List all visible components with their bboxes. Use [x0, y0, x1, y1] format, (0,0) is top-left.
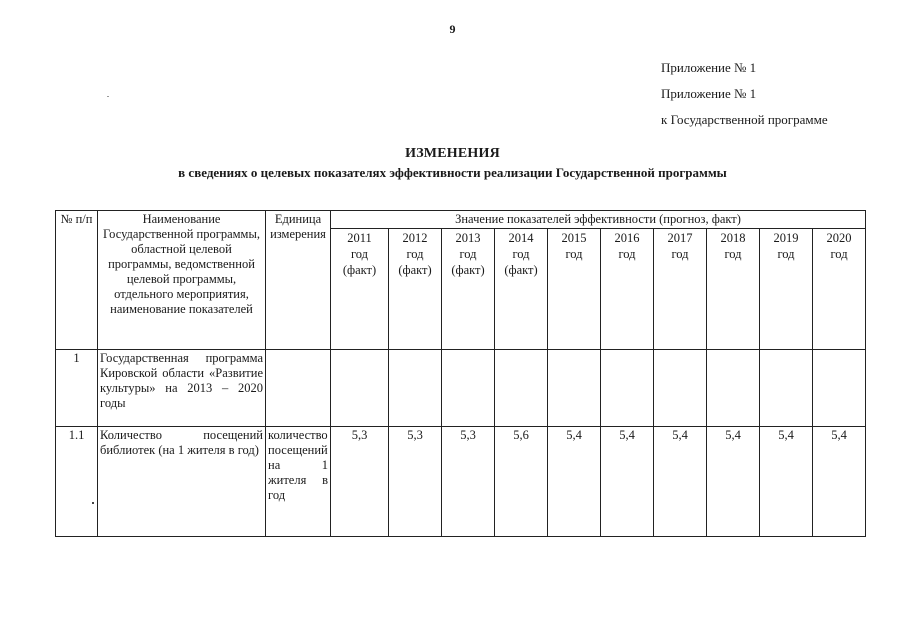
- header-unit: Единица измерения: [266, 211, 331, 350]
- row-value: [601, 350, 654, 427]
- header-year: 2016 год: [601, 229, 654, 350]
- row-value: 5,3: [442, 427, 495, 537]
- row-value: 5,4: [813, 427, 866, 537]
- header-values-group: Значение показателей эффективности (прогноз, факт): [331, 211, 866, 229]
- header-year: 2013 год (факт): [442, 229, 495, 350]
- row-value: [707, 350, 760, 427]
- scan-speck: [92, 502, 94, 504]
- row-value: [654, 350, 707, 427]
- appendix-line: Приложение № 1: [661, 86, 757, 101]
- row-value: [495, 350, 548, 427]
- document-subtitle: в сведениях о целевых показателях эффективности реализации Государственной программы: [178, 165, 727, 180]
- row-unit: количество посещений на 1 жителя в год: [266, 427, 331, 537]
- table-header-row: [56, 211, 866, 229]
- row-value: 5,4: [548, 427, 601, 537]
- row-value: [760, 350, 813, 427]
- header-year: 2018 год: [707, 229, 760, 350]
- header-year: 2019 год: [760, 229, 813, 350]
- row-value: 5,3: [389, 427, 442, 537]
- row-name: Количество посещений библиотек (на 1 жителя в год): [98, 427, 266, 537]
- header-year: 2020 год: [813, 229, 866, 350]
- header-year: 2012 год (факт): [389, 229, 442, 350]
- row-value: 5,4: [707, 427, 760, 537]
- appendix-line: Приложение № 1: [661, 60, 757, 75]
- header-year: 2011 год (факт): [331, 229, 389, 350]
- appendix-line: к Государственной программе: [661, 112, 828, 127]
- indicators-table: [55, 210, 866, 537]
- table-row: [56, 427, 866, 537]
- document-title: ИЗМЕНЕНИЯ: [405, 146, 500, 161]
- header-year: 2014 год (факт): [495, 229, 548, 350]
- page-number: 9: [449, 22, 456, 36]
- header-year: 2017 год: [654, 229, 707, 350]
- row-value: [331, 350, 389, 427]
- row-value: 5,4: [760, 427, 813, 537]
- row-value: 5,3: [331, 427, 389, 537]
- header-name: Наименование Государственной программы, областной целевой программы, ведомственной целевой программы, отдельного мероприятия, наименование показателей: [98, 211, 266, 350]
- row-value: 5,6: [495, 427, 548, 537]
- row-number: 1: [56, 350, 98, 427]
- row-value: [389, 350, 442, 427]
- header-year: 2015 год: [548, 229, 601, 350]
- row-unit: [266, 350, 331, 427]
- row-value: 5,4: [654, 427, 707, 537]
- row-value: [813, 350, 866, 427]
- row-name: Государственная программа Кировской области «Развитие культуры» на 2013 – 2020 годы: [98, 350, 266, 427]
- scan-speck: [107, 96, 109, 97]
- table-row: [56, 350, 866, 427]
- appendix-block: [661, 55, 828, 133]
- row-value: [548, 350, 601, 427]
- row-value: [442, 350, 495, 427]
- row-value: 5,4: [601, 427, 654, 537]
- header-number: № п/п: [56, 211, 98, 350]
- row-number: 1.1: [56, 427, 98, 537]
